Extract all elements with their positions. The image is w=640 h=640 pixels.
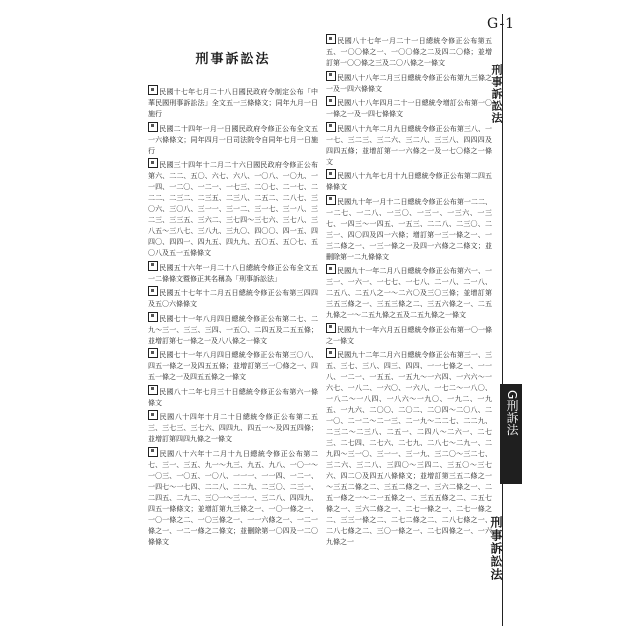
amendment-text: 民國八十九年七月十九日總統令修正公布第二四五條條文 <box>326 172 492 191</box>
bullet-icon <box>148 261 158 271</box>
amendment-entry <box>326 195 492 263</box>
amendment-text: 民國九十二年二月六日總統令修正公布第三一、三五、三七、三八、四三、四四、一一七條之一、一一八、一二一、一五五、一五九～一六四、一六六～一六七、一八二、一六〇、一六八、一七二～一八〇、一八二～一八四、一八六～一九〇、一九二、一九五、一九六、二〇〇、二〇二、二〇四～二〇八、二一〇、二一二～二一三、二一九～二二七、二二九、二三二～二三八、二五一、二四八～二六一、二七三、二七四、二七六、二七九、二八七～二九一、二九四～三一〇、三一一、三一九、三二〇～三二七、三二六、三二八、三四〇～三四二、三五〇～三七六、四二〇及四五八條條文；並增訂第三五二條之一～三五二條之二、三五二條之一、三六二條之一、二五一條之一～二一五條之一、三五五條之二、二五七條之一、三六二條之一、二七一條之一、二七一條之二、三三一條之二、二七二條之二、二八七條之一、二八七條之二、三〇一條之一、二七四條之一、一六九條之一 <box>326 351 492 546</box>
bullet-icon <box>148 286 158 296</box>
bullet-icon <box>326 323 336 333</box>
bullet-icon <box>148 385 158 395</box>
amendment-entry <box>148 261 318 285</box>
amendment-entry <box>148 385 318 409</box>
bullet-icon <box>326 96 336 106</box>
page-number: G-1 <box>487 16 516 32</box>
bullet-icon <box>326 195 336 205</box>
section-tab[interactable] <box>500 384 522 484</box>
amendment-list-right <box>326 34 492 548</box>
bullet-icon <box>326 122 336 132</box>
amendment-entry <box>326 71 492 95</box>
amendment-entry <box>326 264 492 321</box>
amendment-text: 民國八十九年二月九日總統令修正公布第三八、一一七、三二三、三二六、三二八、三三八、四四四及四四五條；並增訂第一一六條之一及一七〇條之一條文 <box>326 124 492 166</box>
amendment-text: 民國九十一年六月五日總統令修正公布第一〇一條之一條文 <box>326 325 492 345</box>
bullet-icon <box>148 312 158 322</box>
bullet-icon <box>148 410 158 420</box>
amendment-text: 民國十七年七月二十八日國民政府令制定公布「中華民國刑事訴訟法」全文五一三條條文；同年九月一日施行 <box>148 88 318 118</box>
amendment-entry <box>148 410 318 445</box>
amendment-text: 民國三十四年十二月二十六日國民政府令修正公布第六、二二、五〇、六七、六八、一〇八、一〇九、一一四、一二〇、一二一、一七三、二〇七、二一七、二二二、二三二、二三五、二三八、二五二、二八七、三〇六、三〇八、三一一、三一二、三一七、三一八、三二三、三三五、三六二、三七四～三七六、三七八、三八五～三八七、三八九、三九〇、四〇〇、四一五、四四〇、四四一、四九五、四九九、五〇五、五〇七、五〇八及五一五條條文 <box>148 161 318 257</box>
amendment-entry <box>326 96 492 120</box>
left-column <box>148 44 318 549</box>
amendment-entry <box>326 323 492 347</box>
amendment-text: 民國八十八年四月二十一日總統令增訂公布第一〇一條之一及一四七條條文 <box>326 99 492 118</box>
side-label-top: 刑事訴訟法 <box>490 64 503 124</box>
bullet-icon <box>148 122 158 132</box>
amendment-entry <box>148 348 318 383</box>
amendment-list-left <box>148 85 318 548</box>
amendment-text: 民國八十六年十二月十九日總統令修正公布第二七、三一、三五、九一～九三、九五、九八、一〇一～一〇三、一〇五、一〇八、一一一、一一四、一二一、一四七～一七四、二二八、二二九、二三〇、二三一、二四五、二九二、三〇一～三一一、三二八、四四九、四五一條條文；並增訂第九三條之一、一〇一條之一、一〇一條之二、一〇三條之一、一一六條之一、一二一條之一、一二一條之二條文；並刪除第一〇四及一二〇條條文 <box>148 449 318 546</box>
amendment-text: 民國二十四年一月一日國民政府令修正公布全文五一六條條文；同年四月一日司法院令自同年七月一日施行 <box>148 124 318 155</box>
amendment-text: 民國八十二年七月三十日總統令修正公布第六一條條文 <box>148 387 318 407</box>
amendment-text: 民國五十六年一月二十八日總統令修正公布全文五一二條條文暨修正其名稱為「刑事訴訟法」 <box>148 263 318 283</box>
section-tab-label: G刑訴法 <box>505 390 519 436</box>
amendment-entry <box>148 447 318 548</box>
bullet-icon <box>148 85 158 95</box>
amendment-text: 民國五十七年十二月五日總統令修正公布第三四四及五〇六條條文 <box>148 289 318 308</box>
amendment-text: 民國八十七年一月二十一日總統令修正公布第五五、一〇〇條之一、一〇〇條之二及四二〇條；並增訂第一〇〇條之三及二〇八條之一條文 <box>326 37 492 67</box>
bullet-icon <box>326 34 336 44</box>
amendment-text: 民國九十一年二月八日總統令修正公布第六一、一三一、一六一、一七七、一七八、二一八、二一八、二五八、二五八之一～二六〇及三〇三條；並增訂第三五三條之一、三五三條之二、三五六條之一、二五九條之一～二五九條之五及二五九條之一條文 <box>326 267 492 319</box>
bullet-icon <box>326 169 336 179</box>
bullet-icon <box>148 158 158 168</box>
amendment-text: 民國八十八年二月三日總統令修正公布第九三條之一及一四六條條文 <box>326 73 492 93</box>
page-title: 刑事訴訟法 <box>195 52 271 67</box>
bullet-icon <box>326 71 336 81</box>
amendment-entry <box>148 286 318 310</box>
amendment-text: 民國九十年一月十二日總統令修正公布第一二二、一二七、一二八、一三〇、一三一、一三六、一三七、一四三～一四五、一五三、二二八、二三〇、二三一、四〇四及四一六條；增訂第一三一條之一、一三二條之一、一三一條之一及四一六條之二條文；並刪除第一二九條條文 <box>326 197 492 261</box>
amendment-entry <box>326 348 492 548</box>
amendment-entry <box>326 122 492 168</box>
amendment-text: 民國七十一年八月四日總統令修正公布第三〇八、四五一條之一及四五五條；並增訂第三一〇條之一、四五一條之一及四五五條之一條文 <box>148 351 318 381</box>
bullet-icon <box>326 348 336 358</box>
amendment-text: 民國八十四年十月二十日總統令修正公布第二五三、三七三、三七六、四四九、四五一～及四五四條；並增訂第四四九條之一條文 <box>148 413 318 443</box>
amendment-entry <box>148 312 318 347</box>
amendment-entry <box>148 158 318 259</box>
right-column <box>326 34 492 550</box>
amendment-entry <box>148 122 318 157</box>
amendment-text: 民國七十一年八月四日總統令修正公布第二七、二九～三一、三三、三四、一五〇、二四五及二五五條；並增訂第七一條之一及八八條之一條文 <box>148 314 318 345</box>
amendment-entry <box>326 34 492 69</box>
side-label-bottom: 刑事訴訟法 <box>489 516 503 581</box>
bullet-icon <box>148 348 158 358</box>
bullet-icon <box>326 264 336 274</box>
amendment-entry <box>326 169 492 193</box>
amendment-entry <box>148 85 318 120</box>
bullet-icon <box>148 447 158 457</box>
